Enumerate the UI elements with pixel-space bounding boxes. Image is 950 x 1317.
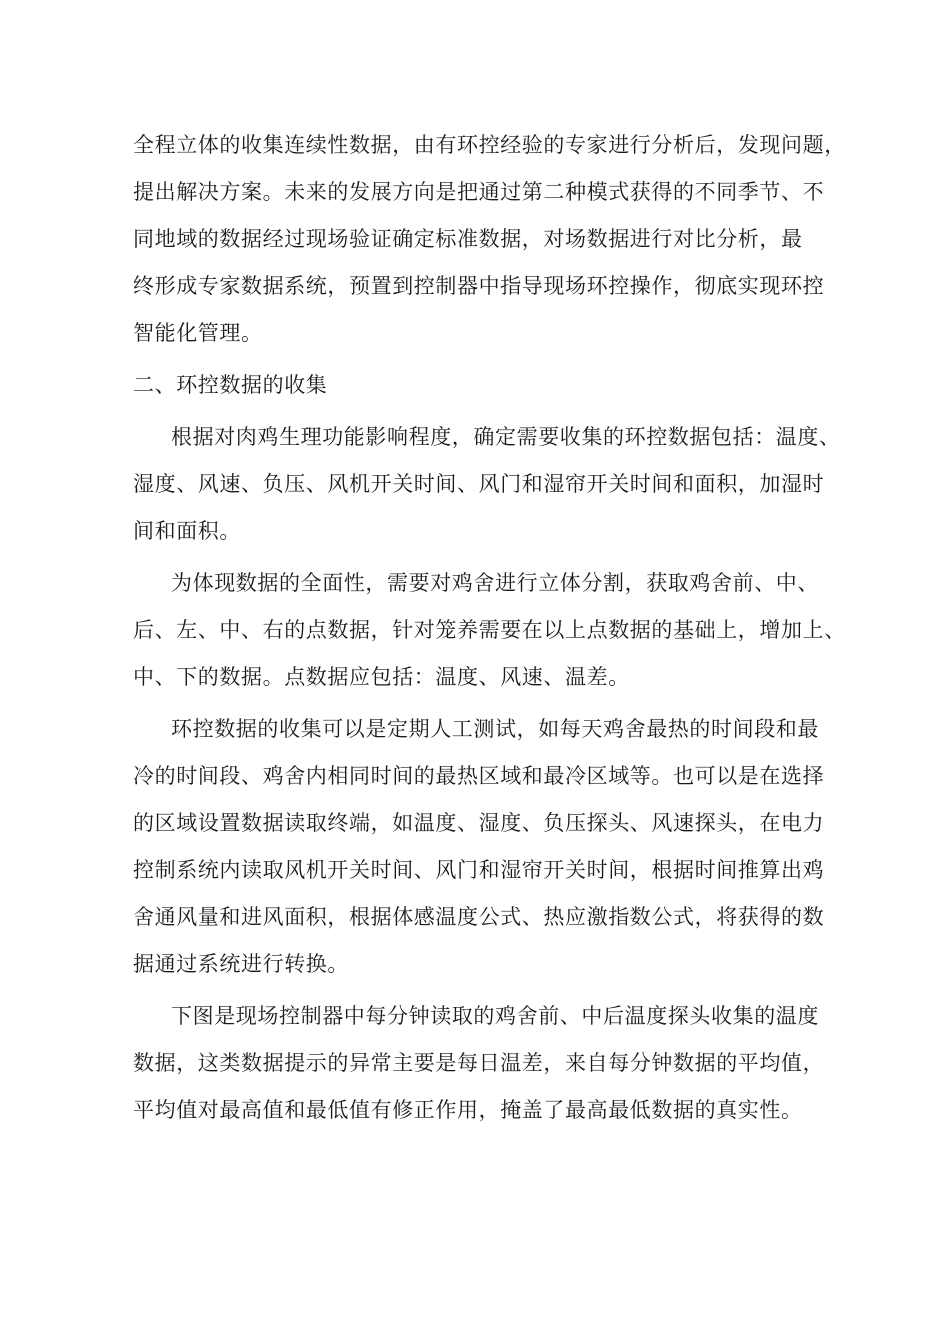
paragraph-line: 的区域设置数据读取终端，如温度、湿度、负压探头、风速探头，在电力 (133, 811, 825, 835)
paragraph-line: 下图是现场控制器中每分钟读取的鸡舍前、中后温度探头收集的温度 (171, 1004, 819, 1028)
paragraph-line: 智能化管理。 (133, 321, 263, 345)
paragraph-line: 后、左、中、右的点数据，针对笼养需要在以上点数据的基础上，增加上、 (133, 618, 846, 642)
paragraph-4 (133, 706, 853, 988)
paragraph-line: 全程立体的收集连续性数据，由有环控经验的专家进行分析后，发现问题， (133, 133, 846, 157)
paragraph-line: 平均值对最高值和最低值有修正作用，掩盖了最高最低数据的真实性。 (133, 1098, 803, 1122)
paragraph-line: 环控数据的收集可以是定期人工测试，如每天鸡舍最热的时间段和最 (171, 717, 819, 741)
paragraph-3 (133, 560, 853, 701)
section-heading-text: 二、环控数据的收集 (133, 373, 328, 397)
paragraph-5 (133, 993, 853, 1134)
paragraph-1 (133, 122, 853, 357)
paragraph-line: 根据对肉鸡生理功能影响程度，确定需要收集的环控数据包括：温度、 (171, 425, 841, 449)
paragraph-line: 提出解决方案。未来的发展方向是把通过第二种模式获得的不同季节、不 (133, 180, 825, 204)
paragraph-2 (133, 414, 853, 555)
paragraph-line: 数据，这类数据提示的异常主要是每日温差，来自每分钟数据的平均值， (133, 1051, 825, 1075)
paragraph-line: 湿度、风速、负压、风机开关时间、风门和湿帘开关时间和面积，加湿时 (133, 472, 825, 496)
paragraph-line: 同地域的数据经过现场验证确定标准数据，对场数据进行对比分析，最 (133, 227, 803, 251)
paragraph-line: 冷的时间段、鸡舍内相同时间的最热区域和最冷区域等。也可以是在选择 (133, 764, 825, 788)
paragraph-line: 中、下的数据。点数据应包括：温度、风速、温差。 (133, 665, 630, 689)
paragraph-line: 间和面积。 (133, 519, 241, 543)
paragraph-line: 为体现数据的全面性，需要对鸡舍进行立体分割，获取鸡舍前、中、 (171, 571, 819, 595)
paragraph-line: 控制系统内读取风机开关时间、风门和湿帘开关时间，根据时间推算出鸡 (133, 858, 825, 882)
section-heading (133, 362, 853, 409)
paragraph-line: 据通过系统进行转换。 (133, 952, 349, 976)
paragraph-line: 舍通风量和进风面积，根据体感温度公式、热应激指数公式，将获得的数 (133, 905, 825, 929)
paragraph-line: 终形成专家数据系统，预置到控制器中指导现场环控操作，彻底实现环控 (133, 274, 825, 298)
document-body (133, 122, 853, 1134)
